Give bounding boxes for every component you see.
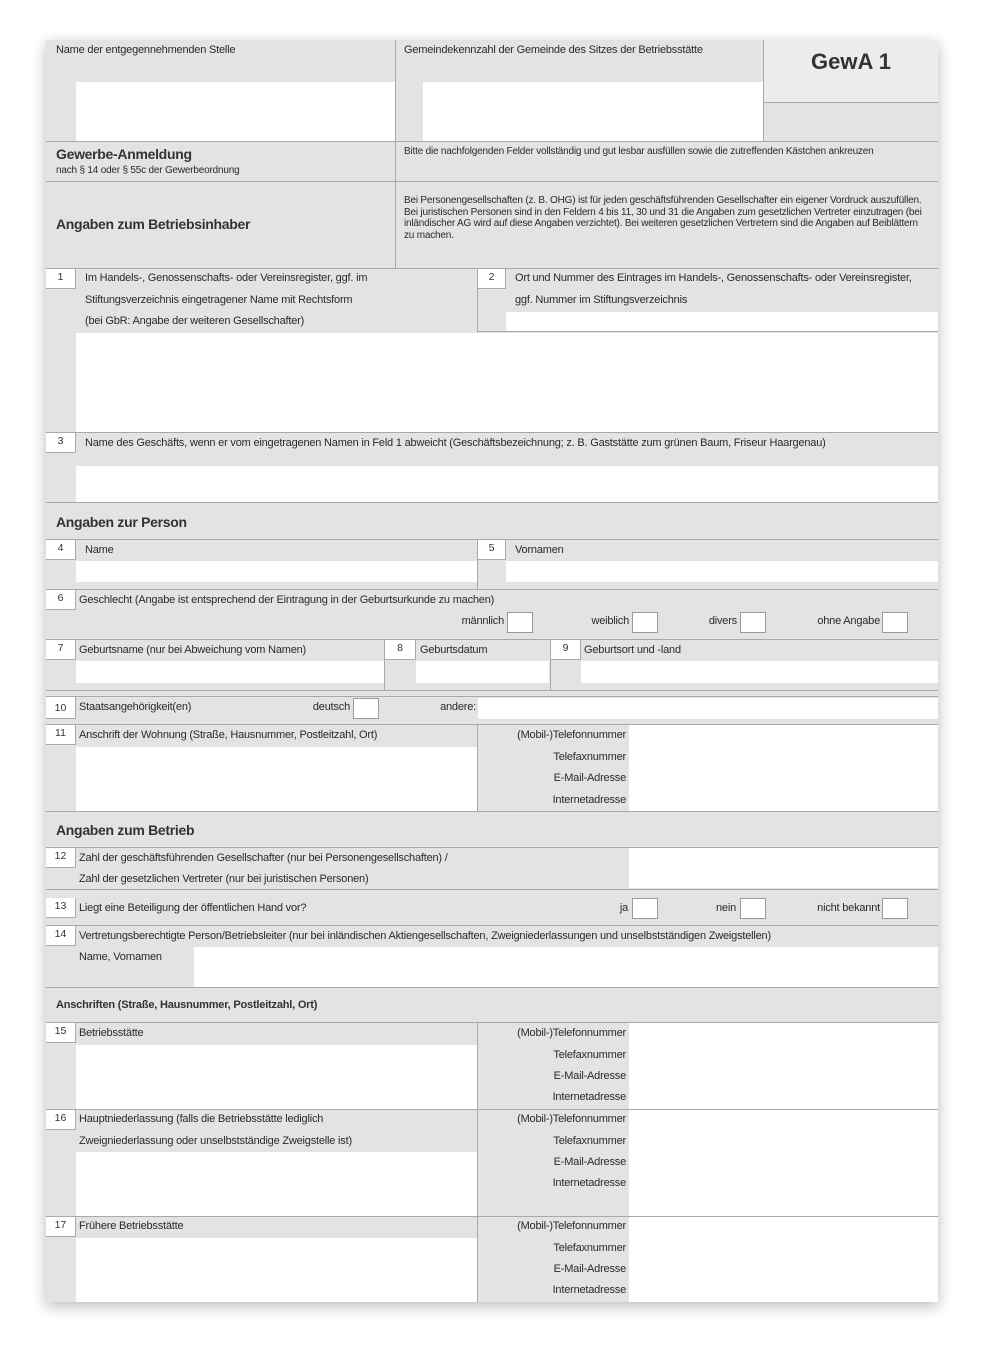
contact-label-fax: Telefaxnummer	[553, 751, 626, 763]
owner-section-note: Bei Personengesellschaften (z. B. OHG) ist für jeden geschäftsführenden Gesellschafter ein eigener Vordruck auszufüllen. Bei juristischen Personen sind in den Feldern 4 bis 11, 30 und 31 die Angaben zum gesetzlichen Vertreter einzutragen (bei inländischer AG wird auf diese Angaben verzichtet). Bei weiteren gesetzlichen Vertretern sind die Angaben auf Beiblättern zu machen.	[404, 195, 922, 241]
contact-label-fax: Telefaxnummer	[553, 1049, 626, 1061]
residence-contact-input[interactable]	[629, 725, 938, 811]
contact-label-web: Internetadresse	[552, 1284, 626, 1296]
form-title: Gewerbe-Anmeldung	[56, 146, 192, 162]
fill-instruction: Bitte die nachfolgenden Felder vollständig und gut lesbar ausfüllen sowie die zutreffenden Kästchen ankreuzen	[404, 146, 874, 157]
gender-male-checkbox[interactable]	[507, 612, 533, 633]
form-subtitle: nach § 14 oder § 55c der Gewerbeordnung	[56, 165, 240, 176]
nationality-german-label: deutsch	[312, 701, 350, 713]
contact-label-fax: Telefaxnummer	[553, 1242, 626, 1254]
former-premises-contact-input[interactable]	[629, 1217, 938, 1302]
field9-label: Geburtsort und -land	[584, 644, 681, 656]
field-number: 17	[46, 1217, 76, 1237]
public-share-no-checkbox[interactable]	[740, 898, 766, 919]
receiving-office-input[interactable]	[76, 82, 395, 141]
gender-female-checkbox[interactable]	[632, 612, 658, 633]
number-of-partners-input[interactable]	[629, 848, 938, 888]
contact-label-email: E-Mail-Adresse	[553, 1070, 626, 1082]
birth-date-input[interactable]	[416, 661, 549, 683]
field2-label: Ort und Nummer des Eintrages im Handels-, Genossenschafts- oder Vereinsregister,	[515, 272, 912, 284]
municipality-code-label: Gemeindekennzahl der Gemeinde des Sitzes der Betriebsstätte	[404, 44, 703, 56]
field1-label: Stiftungsverzeichnis eingetragener Name mit Rechtsform	[85, 294, 353, 306]
birth-name-input[interactable]	[76, 661, 384, 683]
field-number: 1	[46, 269, 76, 289]
field-number: 3	[46, 433, 76, 453]
field-number: 10	[46, 697, 76, 719]
birth-place-input[interactable]	[581, 661, 938, 683]
contact-label-fax: Telefaxnummer	[553, 1135, 626, 1147]
person-section-heading: Angaben zur Person	[56, 514, 187, 530]
field10-label: Staatsangehörigkeit(en)	[79, 701, 192, 713]
contact-label-email: E-Mail-Adresse	[553, 1156, 626, 1168]
first-names-input[interactable]	[506, 561, 938, 582]
contact-label-web: Internetadresse	[552, 794, 626, 806]
public-share-yes-checkbox[interactable]	[632, 898, 658, 919]
field2-label: ggf. Nummer im Stiftungsverzeichnis	[515, 294, 688, 306]
contact-label-email: E-Mail-Adresse	[553, 1263, 626, 1275]
field11-label: Anschrift der Wohnung (Straße, Hausnummer, Postleitzahl, Ort)	[79, 729, 378, 741]
field7-label: Geburtsname (nur bei Abweichung vom Namen)	[79, 644, 306, 656]
gewa1-form	[46, 40, 938, 1302]
field-number: 2	[478, 269, 506, 289]
addresses-section-heading: Anschriften (Straße, Hausnummer, Postleitzahl, Ort)	[56, 999, 318, 1011]
field-number: 16	[46, 1110, 76, 1130]
field17-label: Frühere Betriebsstätte	[79, 1220, 184, 1232]
field-number: 8	[385, 640, 416, 660]
premises-address-input[interactable]	[76, 1045, 477, 1109]
field-number: 6	[46, 590, 76, 610]
gender-male-label: männlich	[461, 615, 504, 627]
gender-none-checkbox[interactable]	[882, 612, 908, 633]
field12-label: Zahl der geschäftsführenden Gesellschafter (nur bei Personengesellschaften) /	[79, 852, 448, 864]
field16-label: Hauptniederlassung (falls die Betriebsstätte lediglich	[79, 1113, 324, 1125]
gender-diverse-label: divers	[708, 615, 737, 627]
field1-label: Im Handels-, Genossenschafts- oder Vereinsregister, ggf. im	[85, 272, 368, 284]
contact-label-web: Internetadresse	[552, 1177, 626, 1189]
field-number: 14	[46, 926, 76, 946]
public-share-unknown-label: nicht bekannt	[817, 902, 880, 914]
residence-address-input[interactable]	[76, 747, 477, 811]
gender-female-label: weiblich	[591, 615, 629, 627]
gender-none-label: ohne Angabe	[817, 615, 880, 627]
field-number: 4	[46, 540, 76, 560]
contact-label-web: Internetadresse	[552, 1091, 626, 1103]
field6-label: Geschlecht (Angabe ist entsprechend der Eintragung in der Geburtsurkunde zu machen)	[79, 594, 495, 606]
contact-label-email: E-Mail-Adresse	[553, 772, 626, 784]
field8-label: Geburtsdatum	[420, 644, 488, 656]
nationality-other-input[interactable]	[478, 698, 938, 719]
nationality-other-label: andere:	[440, 701, 476, 713]
owner-section-heading: Angaben zum Betriebsinhaber	[56, 216, 251, 232]
contact-label-phone: (Mobil-)Telefonnummer	[517, 1220, 626, 1232]
field-number: 11	[46, 725, 76, 745]
field3-label: Name des Geschäfts, wenn er vom eingetragenen Namen in Feld 1 abweicht (Geschäftsbezeichnung; z. B. Gaststätte zum grünen Baum, Friseur Haargenau)	[85, 437, 826, 449]
field16-label: Zweigniederlassung oder unselbstständige Zweigstelle ist)	[79, 1135, 352, 1147]
gender-diverse-checkbox[interactable]	[740, 612, 766, 633]
premises-contact-input[interactable]	[629, 1023, 938, 1109]
field5-label: Vornamen	[515, 544, 564, 556]
field4-label: Name	[85, 544, 114, 556]
field15-label: Betriebsstätte	[79, 1027, 144, 1039]
field2-input[interactable]	[506, 312, 938, 332]
field1-input[interactable]	[76, 333, 938, 432]
representative-input[interactable]	[194, 947, 938, 987]
field14-label: Name, Vornamen	[79, 951, 162, 963]
field13-label: Liegt eine Beteiligung der öffentlichen Hand vor?	[79, 902, 307, 914]
field-number: 15	[46, 1023, 76, 1043]
headquarters-address-input[interactable]	[76, 1152, 477, 1216]
field1-label: (bei GbR: Angabe der weiteren Gesellschafter)	[85, 315, 305, 327]
nationality-german-checkbox[interactable]	[353, 698, 379, 719]
contact-label-phone: (Mobil-)Telefonnummer	[517, 1027, 626, 1039]
public-share-yes-label: ja	[619, 902, 628, 914]
headquarters-contact-input[interactable]	[629, 1110, 938, 1216]
field3-input[interactable]	[76, 466, 938, 502]
name-input[interactable]	[76, 561, 477, 582]
contact-label-phone: (Mobil-)Telefonnummer	[517, 1113, 626, 1125]
field-number: 5	[478, 540, 506, 560]
public-share-unknown-checkbox[interactable]	[882, 898, 908, 919]
municipality-code-input[interactable]	[423, 82, 763, 141]
field14-label: Vertretungsberechtigte Person/Betriebsleiter (nur bei inländischen Aktiengesellschaften, Zweigniederlassungen und unselbstständigen Zweigstellen)	[79, 930, 771, 942]
field-number: 7	[46, 640, 76, 660]
public-share-no-label: nein	[716, 902, 736, 914]
form-id: GewA 1	[811, 49, 891, 74]
contact-label-phone: (Mobil-)Telefonnummer	[517, 729, 626, 741]
business-section-heading: Angaben zum Betrieb	[56, 822, 195, 838]
field-number: 13	[46, 898, 76, 918]
former-premises-address-input[interactable]	[76, 1238, 477, 1302]
field-number: 12	[46, 848, 76, 868]
field-number: 9	[551, 640, 581, 660]
field12-label: Zahl der gesetzlichen Vertreter (nur bei juristischen Personen)	[79, 873, 369, 885]
receiving-office-label: Name der entgegennehmenden Stelle	[56, 44, 236, 56]
